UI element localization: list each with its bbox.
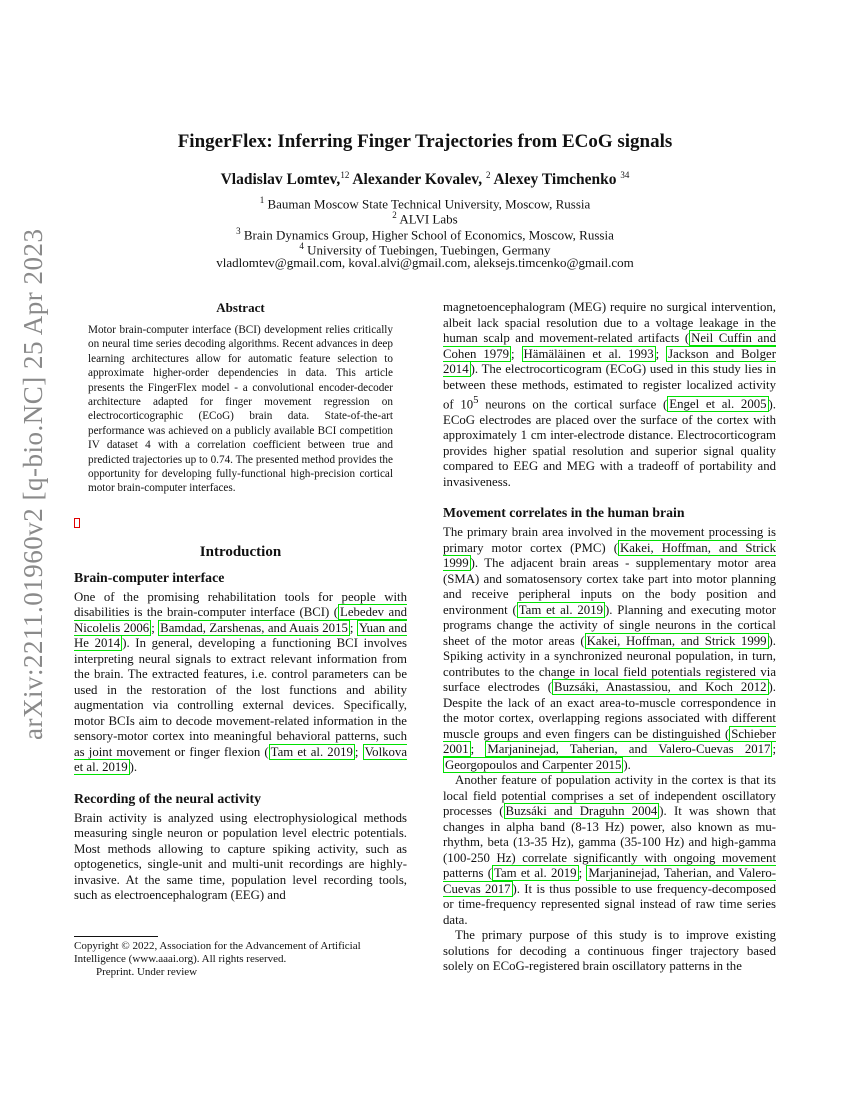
- preprint-note: Preprint. Under review: [96, 966, 198, 978]
- introduction-heading: Introduction: [199, 543, 282, 560]
- paper-title: FingerFlex: Inferring Finger Trajectories from ECoG signals: [177, 131, 673, 152]
- section-heading-movement: Movement correlates in the human brain: [443, 505, 685, 521]
- movement-paragraph-3: The primary purpose of this study is to improve existing solutions for decoding a continuous finger trajectory based solely on ECoG-registered brain oscillatory patterns in the: [443, 928, 776, 974]
- movement-paragraph-2: Another feature of population activity in the cortex is that its local field potential comprises a set of independent oscillatory processes ( Buzsáki and Draguhn 2004 ). It was shown that changes in alpha band (8-13 Hz) power, also known as mu-rhythm, beta (13-35 Hz), gamma (35-100 Hz) and high-gamma (100-250 Hz) correlate significantly with ongoing movement patterns ( Tam et al. 2019 ; Marjaninejad, Taherian, and Valero-Cuevas 2017 ). It is thus possible to use frequency-decomposed or time-frequency represented signal instead of raw time series data.: [443, 773, 776, 927]
- citation-link[interactable]: Buzsáki and Draguhn 2004: [505, 804, 658, 819]
- bci-paragraph: One of the promising rehabilitation tools for people with disabilities is the brain-computer interface (BCI) ( Lebedev and Nicolelis 2006 ; Bamdad, Zarshenas, and Auais 2015 ; Yuan and He 2014 ). In general, developing a functioning BCI involves interpreting neural signals to extract relevant information from the brain. The extracted features, i.e. control parameters can be used in the restoration of the lost functions and ability augmentation via controlling external devices. Specifically, motor BCIs aim to decode movement-related information in the sensory-motor cortex into meaningful behavioral patterns, such as joint movement or finger flexion ( Tam et al. 2019 ; Volkova et al. 2019 ).: [74, 589, 408, 775]
- affiliation-1: $^1$ Bauman Moscow State Technical University, Moscow, Russia: [259, 195, 591, 212]
- citation-link[interactable]: Tam et al. 2019: [518, 602, 603, 617]
- abstract-text: Motor brain-computer interface (BCI) development relies critically on neural time series decoding algorithms. Recent advances in deep learning architectures allow for automatic feature selection to approximate higher-order dependencies in data. This article presents the FingerFlex model - a convolutional encoder-decoder architecture adapted for finger movement regression on electrocorticographic (ECoG) brain data. State-of-the-art performance was achieved on a publicly available BCI competition IV dataset 4 with a correlation coefficient between true and predicted trajectories up to 0.74. The presented method provides the opportunity for developing fully-functional high-precision cortical motor brain-computer interfaces.: [88, 324, 393, 495]
- affiliation-4: $^4$ University of Tuebingen, Tuebingen, Germany: [299, 241, 551, 258]
- citation-link[interactable]: Lebedev and Nicolelis 2006: [74, 605, 407, 635]
- section-heading-recording: Recording of the neural activity: [74, 790, 261, 806]
- left-column: [74, 300, 407, 904]
- footnote-rule: [74, 936, 158, 937]
- citation-link[interactable]: Marjaninejad, Taherian, and Valero-Cuevas 2017: [487, 742, 771, 757]
- author-affil-sup: 2: [485, 170, 491, 180]
- copyright-footnote: [74, 936, 407, 979]
- citation-link[interactable]: Tam et al. 2019: [270, 744, 353, 759]
- citation-link[interactable]: Georgopoulos and Carpenter 2015: [445, 757, 622, 772]
- citation-link[interactable]: Buzsáki, Anastassiou, and Koch 2012: [554, 680, 767, 695]
- citation-link[interactable]: Yuan and He 2014: [74, 620, 407, 651]
- annotation-marker: [74, 518, 80, 528]
- citation-link[interactable]: Tam et al. 2019: [494, 866, 577, 881]
- section-heading-bci: Brain-computer interface: [74, 569, 225, 585]
- recording-continued-paragraph: magnetoencephalogram (MEG) require no surgical intervention, albeit lack spacial resolution due to a voltage leakage in the human scalp and movement-related artifacts ( Neil Cuffin and Cohen 1979 ; Hämäläinen et al. 1993 ; Jackson and Bolger 2014 ). The electrocorticogram (ECoG) used in this study lies in between these methods, estimated to register localized activity of $10^5$ neurons on the cortical surface ( Engel et al. 2005 ). ECoG electrodes are placed over the surface of the cortex with approximately 1 cm inter-electrode distance. Electrocorticogram provides higher spatial resolution and superior signal quality compared to EEG and MEG with a tradeoff of portability and invasiveness.: [443, 300, 776, 489]
- author-affil-sup: 12: [340, 170, 350, 180]
- citation-link[interactable]: Jackson and Bolger 2014: [443, 346, 776, 376]
- movement-paragraph-1: The primary brain area involved in the movement processing is primary motor cortex (PMC) ( Kakei, Hoffman, and Strick 1999 ). The adjacent brain areas - supplementary motor area (SMA) and somatosensory cortex take part into motor planning and receive peripheral inputs on the body position and environment ( Tam et al. 2019 ). Planning and executing motor programs change the activity of single neurons in the cortical sheet of the motor areas ( Kakei, Hoffman, and Strick 1999 ). Spiking activity in a synchronized neuronal population, in turn, contributes to the change in local field potentials registered via surface electrodes ( Buzsáki, Anastassiou, and Koch 2012 ). Despite the lack of an exact area-to-muscle correspondence in the motor cortex, overlapping regions associated with different muscle groups and even fingers can be distinguished ( Schieber 2001 ; Marjaninejad, Taherian, and Valero-Cuevas 2017 ; Georgopoulos and Carpenter 2015 ).: [443, 525, 776, 772]
- affiliation-2: $^2$ ALVI Labs: [392, 210, 458, 227]
- citation-link[interactable]: Schieber 2001: [443, 726, 776, 757]
- arxiv-id-text: arXiv:2211.01960v2 [q-bio.NC] 25 Apr 2023: [18, 228, 48, 740]
- copyright-text: Copyright © 2022, Association for the Advancement of Artificial Intelligence (www.aaai.org). All rights reserved.: [74, 940, 361, 965]
- arxiv-identifier-stamp: [18, 228, 56, 740]
- recording-paragraph: Brain activity is analyzed using electrophysiological methods measuring single neuron or population level electric potentials. Most methods allowing to capture spiking activity, such as optogenetics, single-unit and multi-unit recordings are highly-invasive. At the same time, population level recording tools, such as electroencephalogram (EEG) and: [74, 810, 407, 903]
- author-list: [0, 170, 850, 189]
- citation-link[interactable]: Neil Cuffin and Cohen 1979: [443, 331, 776, 361]
- abstract-heading: Abstract: [216, 300, 265, 315]
- author-name: Vladislav Lomtev,: [220, 171, 341, 189]
- affiliation-3: $^3$ Brain Dynamics Group, Higher School of Economics, Moscow, Russia: [236, 226, 614, 243]
- citation-link[interactable]: Volkova et al. 2019: [74, 744, 408, 775]
- citation-link[interactable]: Kakei, Hoffman, and Strick 1999: [443, 540, 776, 571]
- author-emails: vladlomtev@gmail.com, koval.alvi@gmail.com, aleksejs.timcenko@gmail.com: [216, 255, 634, 270]
- author-name: Alexander Kovalev,: [352, 171, 483, 189]
- citation-link[interactable]: Hämäläinen et al. 1993: [523, 346, 654, 361]
- citation-link[interactable]: Kakei, Hoffman, and Strick 1999: [586, 633, 767, 648]
- citation-link[interactable]: Bamdad, Zarshenas, and Auais 2015: [160, 620, 348, 635]
- citation-link[interactable]: Marjaninejad, Taherian, and Valero-Cuevas 2017: [443, 866, 776, 896]
- citation-link[interactable]: Engel et al. 2005: [669, 397, 767, 412]
- author-name: Alexey Timchenko: [493, 171, 617, 189]
- right-column: [443, 300, 776, 975]
- author-affil-sup: 34: [620, 170, 630, 180]
